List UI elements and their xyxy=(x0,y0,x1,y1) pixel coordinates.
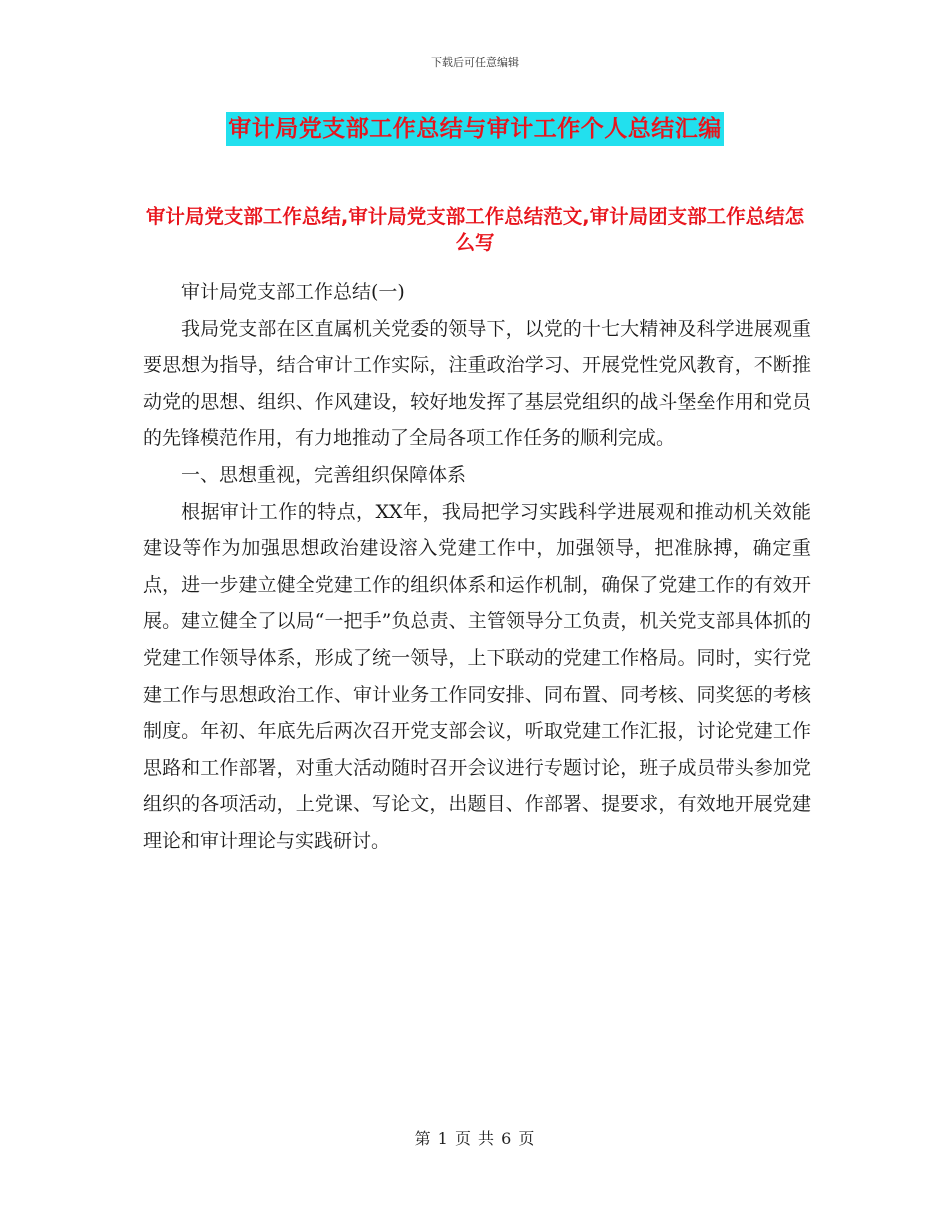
document-body xyxy=(143,274,811,860)
body-paragraph: 根据审计工作的特点，XX年，我局把学习实践科学进展观和推动机关效能建设等作为加强思想政治建设溶入党建工作中，加强领导，把准脉搏，确定重点，进一步建立健全党建工作的组织体系和运作机制，确保了党建工作的有效开展。建立健全了以局“一把手”负总责、主管领导分工负责，机关党支部具体抓的党建工作领导体系，形成了统一领导，上下联动的党建工作格局。同时，实行党建工作与思想政治工作、审计业务工作同安排、同布置、同考核、同奖惩的考核制度。年初、年底先后两次召开党支部会议，听取党建工作汇报，讨论党建工作思路和工作部署，对重大活动随时召开会议进行专题讨论，班子成员带头参加党组织的各项活动，上党课、写论文，出题目、作部署、提要求，有效地开展党建理论和审计理论与实践研讨。 xyxy=(143,500,811,852)
sub-title: 审计局党支部工作总结,审计局党支部工作总结范文,审计局团支部工作总结怎么写 xyxy=(145,205,805,254)
header-note: 下载后可任意编辑 xyxy=(431,56,519,69)
main-title: 审计局党支部工作总结与审计工作个人总结汇编 xyxy=(226,112,724,146)
section-heading: 一、思想重视，完善组织保障体系 xyxy=(181,463,467,486)
body-paragraph: 我局党支部在区直属机关党委的领导下，以党的十七大精神及科学进展观重要思想为指导，结合审计工作实际，注重政治学习、开展党性党风教育，不断推动党的思想、组织、作风建设，较好地发挥了基层党组织的战斗堡垒作用和党员的先锋模范作用，有力地推动了全局各项工作任务的顺利完成。 xyxy=(143,317,811,450)
main-title-container xyxy=(0,112,950,146)
section-heading: 审计局党支部工作总结(一) xyxy=(181,281,405,303)
page-number: 第 1 页 共 6 页 xyxy=(414,1129,536,1148)
